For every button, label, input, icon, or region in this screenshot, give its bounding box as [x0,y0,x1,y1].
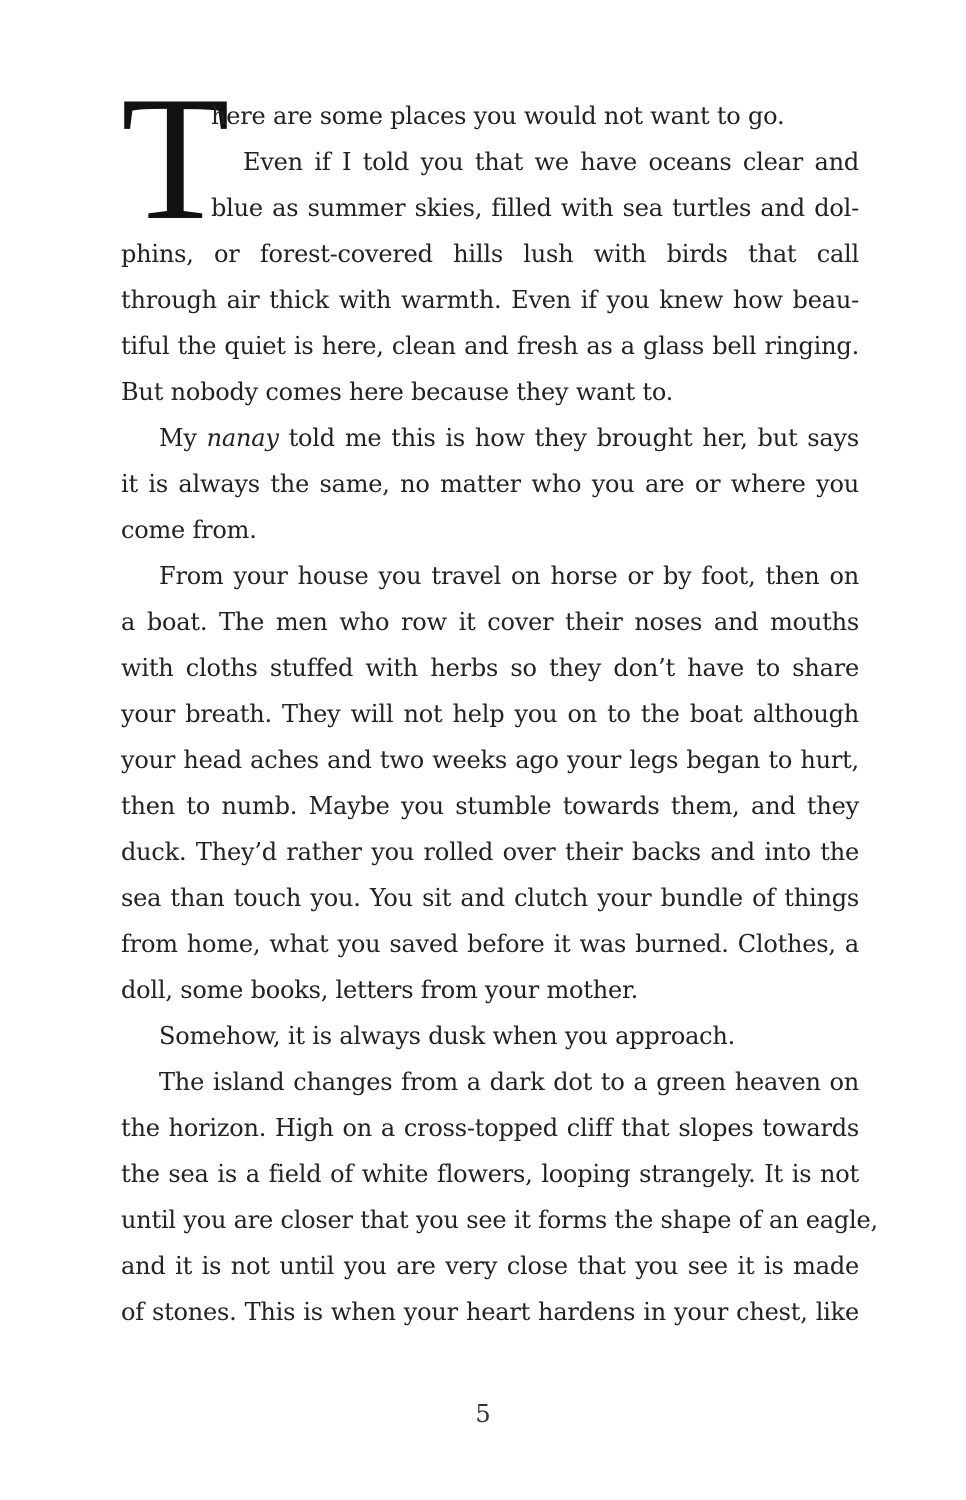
text-run: My [159,424,207,452]
text-line: it is always the same, no matter who you are or where you [121,470,859,498]
text-line: But nobody comes here because they want to. [121,378,674,406]
text-line: blue as summer skies, filled with sea turtles and dol- [211,194,859,222]
text-line: from home, what you saved before it was burned. Clothes, a [121,930,859,958]
text-line: of stones. This is when your heart hardens in your chest, like [121,1298,859,1326]
text-line: here are some places you would not want to go. [211,102,785,130]
text-line: your head aches and two weeks ago your legs began to hurt, [121,746,859,774]
text-line: a boat. The men who row it cover their noses and mouths [121,608,859,636]
text-line: through air thick with warmth. Even if you knew how beau- [121,286,859,314]
italic-word: nanay [206,424,279,452]
text-line: The island changes from a dark dot to a green heaven on [159,1068,859,1096]
text-line: phins, or forest-covered hills lush with birds that call [121,240,859,268]
text-line: come from. [121,516,257,544]
text-run: told me this is how they brought her, but says [278,424,859,452]
text-line: your breath. They will not help you on to the boat although [121,700,859,728]
text-line: doll, some books, letters from your mother. [121,976,639,1004]
text-line: until you are closer that you see it forms the shape of an eagle, [121,1206,878,1234]
text-line: Somehow, it is always dusk when you approach. [159,1022,736,1050]
text-line: with cloths stuffed with herbs so they don’t have to share [121,654,859,682]
text-line: tiful the quiet is here, clean and fresh as a glass bell ringing. [121,332,859,360]
text-line: duck. They’d rather you rolled over their backs and into the [121,838,859,866]
text-line: the sea is a field of white flowers, looping strangely. It is not [121,1160,859,1188]
text-line: the horizon. High on a cross-topped cliff that slopes towards [121,1114,859,1142]
text-line [159,418,859,458]
text-line: and it is not until you are very close that you see it is made [121,1252,859,1280]
text-line: From your house you travel on horse or by foot, then on [159,562,859,590]
page-number: 5 [475,1400,491,1428]
drop-cap: T [121,59,230,257]
text-line: then to numb. Maybe you stumble towards them, and they [121,792,859,820]
text-line: Even if I told you that we have oceans clear and [243,148,859,176]
text-line: sea than touch you. You sit and clutch your bundle of things [121,884,859,912]
